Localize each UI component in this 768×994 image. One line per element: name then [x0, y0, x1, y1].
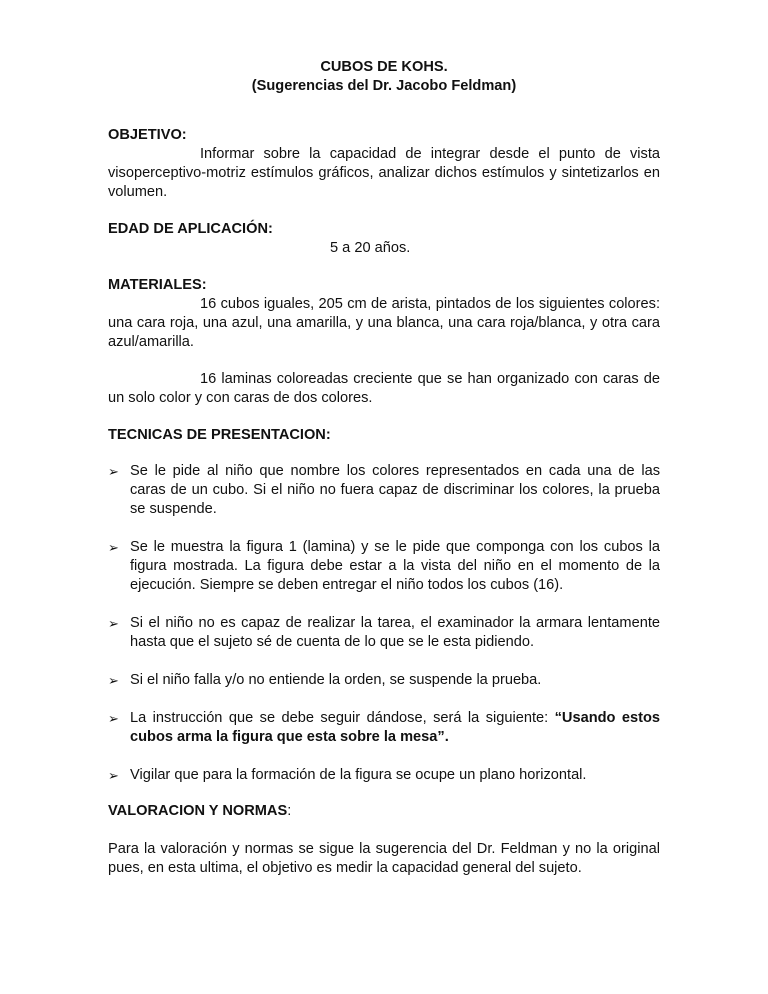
- arrow-bullet-icon: ➢: [108, 711, 119, 726]
- section-edad: [108, 220, 660, 258]
- instruction-quote: “Usando estos cubos arma la figura que esta sobre la mesa”.: [130, 710, 660, 745]
- tecnicas-list: [108, 462, 660, 785]
- list-item-text: Vigilar que para la formación de la figura se ocupe un plano horizontal.: [130, 767, 587, 783]
- valoracion-heading: [108, 802, 660, 821]
- section-materiales: [108, 276, 660, 408]
- arrow-bullet-icon: ➢: [108, 673, 119, 688]
- materiales-text-2: 16 laminas coloreadas creciente que se han organizado con caras de un solo color y con caras de dos colores.: [108, 371, 660, 406]
- tecnicas-heading: TECNICAS DE PRESENTACION:: [108, 427, 331, 443]
- document-subtitle: (Sugerencias del Dr. Jacobo Feldman): [251, 78, 517, 94]
- edad-value: 5 a 20 años.: [330, 240, 411, 256]
- materiales-text-1: 16 cubos iguales, 205 cm de arista, pintados de los siguientes colores: una cara roja, una azul, una amarilla, y una blanca, una cara roja/blanca, y otra cara azul/amarilla.: [108, 296, 660, 350]
- list-item: [108, 538, 660, 595]
- list-item: [108, 766, 660, 785]
- list-item-text: Si el niño falla y/o no entiende la orden, se suspende la prueba.: [130, 672, 542, 688]
- arrow-bullet-icon: ➢: [108, 616, 119, 631]
- list-item-text: Se le pide al niño que nombre los colores representados en cada una de las caras de un cubo. Si el niño no fuera capaz de discriminar los colores, la prueba se suspende.: [130, 463, 660, 517]
- document-page: [108, 58, 660, 896]
- list-item-text: Si el niño no es capaz de realizar la tarea, el examinador la armara lentamente hasta que el sujeto sé de cuenta de lo que se le esta pidiendo.: [130, 615, 660, 650]
- section-objetivo: [108, 126, 660, 202]
- arrow-bullet-icon: ➢: [108, 540, 119, 555]
- valoracion-text: Para la valoración y normas se sigue la sugerencia del Dr. Feldman y no la original pues, en esta ultima, el objetivo es medir la capacidad general del sujeto.: [108, 841, 660, 876]
- list-item-text: La instrucción que se debe seguir dándose, será la siguiente:: [130, 710, 555, 726]
- arrow-bullet-icon: ➢: [108, 464, 119, 479]
- objetivo-text: Informar sobre la capacidad de integrar desde el punto de vista visoperceptivo-motriz estímulos gráficos, analizar dichos estímulos y sintetizarlos en volumen.: [108, 146, 660, 200]
- valoracion-heading-colon: :: [287, 803, 292, 819]
- objetivo-heading: OBJETIVO:: [108, 127, 187, 143]
- list-item: [108, 462, 660, 519]
- materiales-heading: MATERIALES:: [108, 277, 207, 293]
- list-item-text: Se le muestra la figura 1 (lamina) y se le pide que componga con los cubos la figura mostrada. La figura debe estar a la vista del niño en el momento de la ejecución. Siempre se deben entregar el niño todos los cubos (16).: [130, 539, 660, 593]
- list-item: [108, 671, 660, 690]
- edad-heading: EDAD DE APLICACIÓN:: [108, 221, 273, 237]
- section-valoracion: [108, 802, 660, 878]
- section-tecnicas: [108, 426, 660, 785]
- list-item: [108, 709, 660, 747]
- arrow-bullet-icon: ➢: [108, 768, 119, 783]
- valoracion-heading-text: VALORACION Y NORMAS: [108, 803, 288, 819]
- document-title: CUBOS DE KOHS.: [320, 59, 448, 75]
- list-item: [108, 614, 660, 652]
